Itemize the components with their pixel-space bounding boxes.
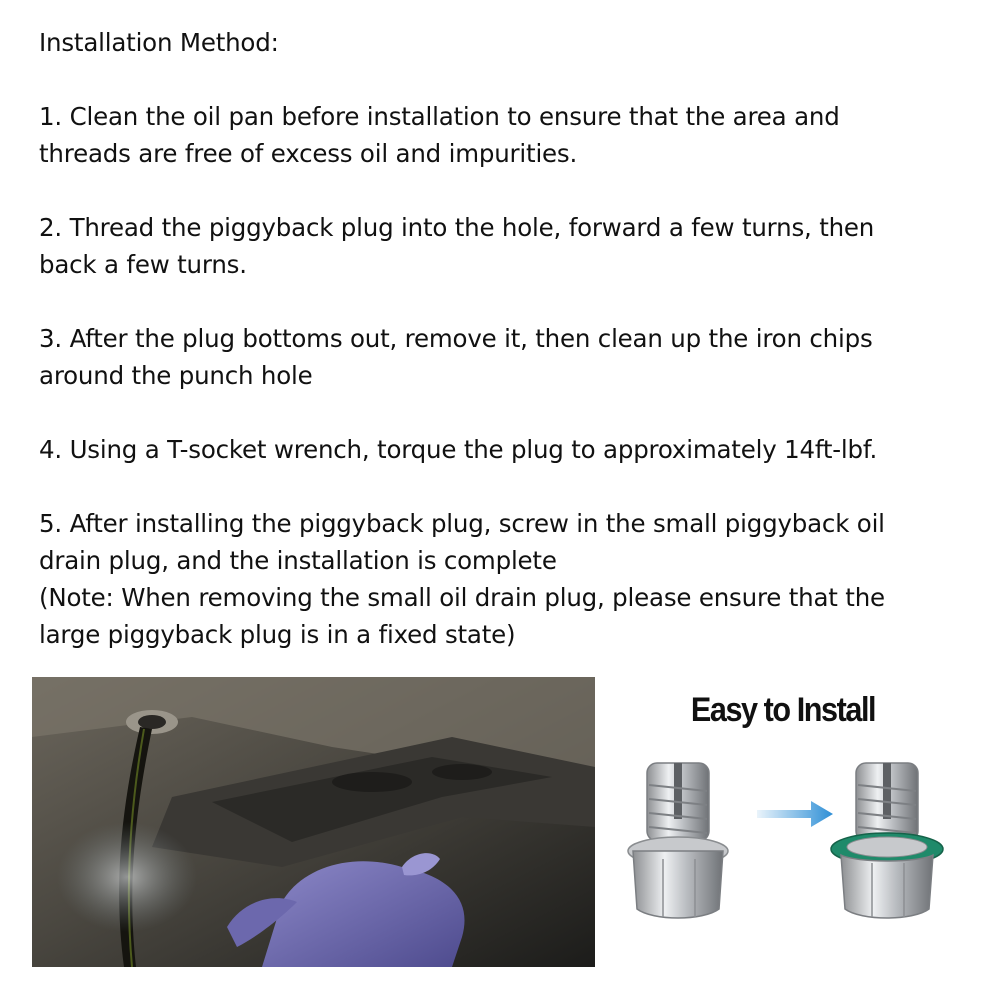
note-line-2: large piggyback plug is in a fixed state) — [39, 620, 516, 649]
step-2-line-1: 2. Thread the piggyback plug into the hole, forward a few turns, then — [39, 213, 875, 242]
arrow-right-icon — [757, 799, 833, 829]
step-1-line-1: 1. Clean the oil pan before installation to ensure that the area and — [39, 102, 840, 131]
step-1-line-2: threads are free of excess oil and impurities. — [39, 139, 578, 168]
install-title: Easy to Install — [690, 691, 876, 729]
oil-drain-photo — [32, 677, 595, 967]
instructions-text — [39, 24, 984, 653]
instructions-heading: Installation Method: — [39, 28, 279, 57]
easy-install-panel — [605, 677, 985, 977]
plug-before-image — [623, 759, 733, 929]
step-5-line-2: drain plug, and the installation is complete — [39, 546, 557, 575]
step-5-line-1: 5. After installing the piggyback plug, screw in the small piggyback oil — [39, 509, 885, 538]
step-4-line-1: 4. Using a T-socket wrench, torque the plug to approximately 14ft-lbf. — [39, 435, 878, 464]
step-3-line-2: around the punch hole — [39, 361, 313, 390]
note-line-1: (Note: When removing the small oil drain plug, please ensure that the — [39, 583, 885, 612]
step-2-line-2: back a few turns. — [39, 250, 247, 279]
plug-after-image — [827, 759, 947, 929]
step-3-line-1: 3. After the plug bottoms out, remove it, then clean up the iron chips — [39, 324, 873, 353]
